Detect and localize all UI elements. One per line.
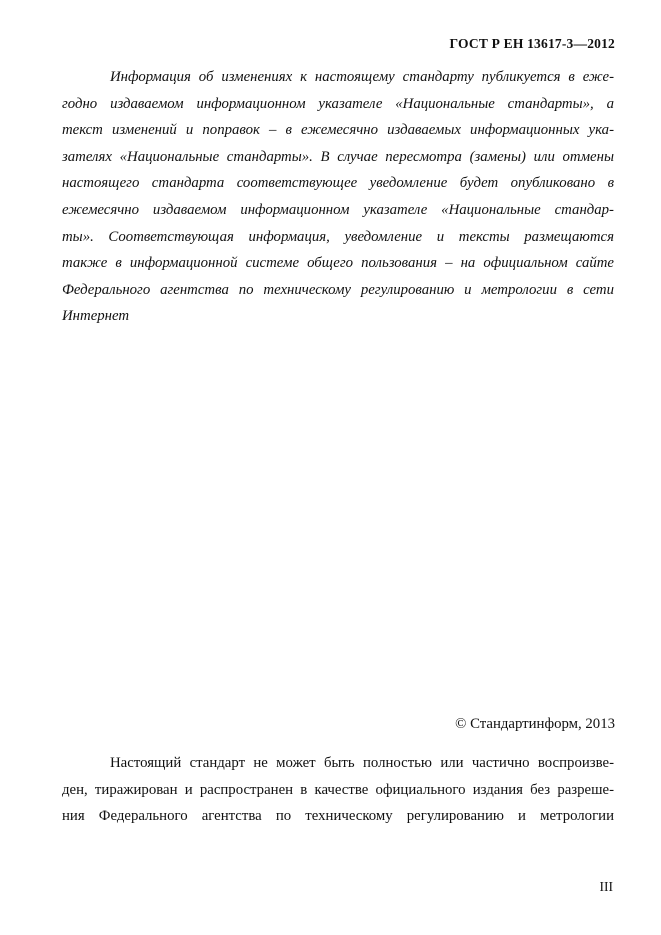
notice-line: также в информационной системе общего пользования – на официальном сайте bbox=[62, 255, 614, 272]
page-number: III bbox=[599, 879, 613, 894]
standard-code-header: ГОСТ Р ЕН 13617-3—2012 bbox=[449, 36, 615, 51]
copyright-notice: © Стандартинформ, 2013 bbox=[455, 716, 615, 732]
notice-line: текст изменений и поправок – в ежемесячно издаваемых информационных ука- bbox=[62, 122, 614, 139]
notice-line: годно издаваемом информационном указателе «Национальные стандарты», а bbox=[62, 95, 614, 112]
notice-line: Информация об изменениях к настоящему стандарту публикуется в еже- bbox=[110, 69, 614, 85]
notice-line: Федерального агентства по техническому регулированию и метрологии в сети bbox=[62, 281, 614, 298]
notice-line: зателях «Национальные стандарты». В случае пересмотра (замены) или отмены bbox=[62, 148, 614, 165]
rights-line: ния Федерального агентства по техническому регулированию и метрологии bbox=[62, 808, 614, 825]
update-notice-paragraph bbox=[62, 64, 614, 330]
rights-line: ден, тиражирован и распространен в качестве официального издания без разреше- bbox=[62, 781, 614, 798]
notice-line: ты». Соответствующая информация, уведомление и тексты размещаются bbox=[62, 228, 614, 245]
notice-line: Интернет bbox=[62, 308, 130, 325]
reproduction-rights-paragraph bbox=[62, 750, 614, 830]
notice-line: настоящего стандарта соответствующее уведомление будет опубликовано в bbox=[62, 175, 614, 192]
notice-line: ежемесячно издаваемом информационном указателе «Национальные стандар- bbox=[62, 201, 614, 218]
rights-line: Настоящий стандарт не может быть полностью или частично воспроизве- bbox=[110, 755, 614, 771]
